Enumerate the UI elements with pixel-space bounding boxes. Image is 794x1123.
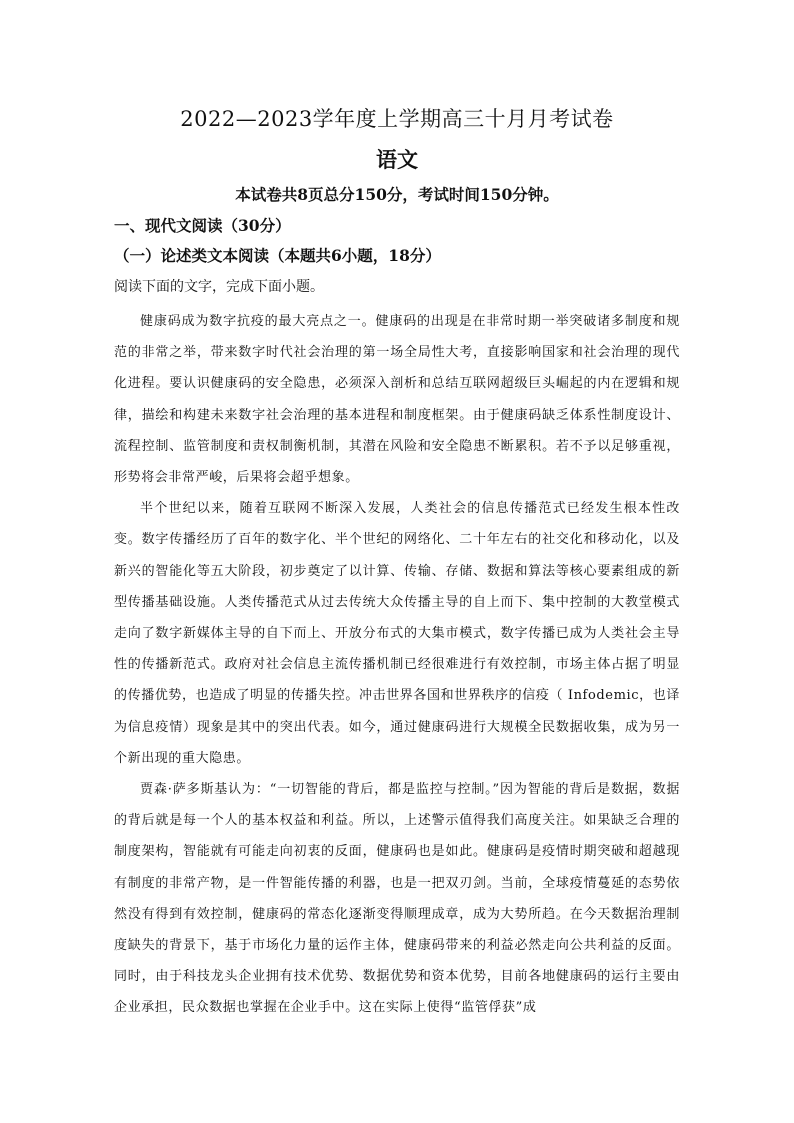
passage-body xyxy=(114,306,680,1024)
passage-paragraph-1: 健康码成为数字抗疫的最大亮点之一。健康码的出现是在非常时期一举突破诸多制度和规范的非常之举，带来数字时代社会治理的第一场全局性大考，直接影响国家和社会治理的现代化进程。要认识健康码的安全隐患，必须深入剖析和总结互联网超级巨头崛起的内在逻辑和规律，描绘和构建未来数字社会治理的基本进程和制度框架。由于健康码缺乏体系性制度设计、流程控制、监管制度和责权制衡机制，其潜在风险和安全隐患不断累积。若不予以足够重视，形势将会非常严峻，后果将会超乎想象。 xyxy=(114,314,680,486)
exam-subject: 语文 xyxy=(376,147,418,172)
section-subheading: （一）论述类文本阅读（本题共6小题，18分） xyxy=(114,246,441,265)
passage-paragraph-2: 半个世纪以来，随着互联网不断深入发展，人类社会的信息传播范式已经发生根本性改变。数字传播经历了百年的数字化、半个世纪的网络化、二十年左右的社交化和移动化，以及新兴的智能化等五大阶段，初步奠定了以计算、传输、存储、数据和算法等核心要素组成的新型传播基础设施。人类传播范式从过去传统大众传播主导的自上而下、集中控制的大教堂模式走向了数字新媒体主导的自下而上、开放分布式的大集市模式，数字传播已成为人类社会主导性的传播新范式。政府对社会信息主流传播机制已经很难进行有效控制，市场主体占据了明显的传播优势，也造成了明显的传播失控。冲击世界各国和世界秩序的信疫（ Infodemic，也译为信息疫情）现象是其中的突出代表。如今，通过健康码进行大规模全民数据收集，成为另一个新出现的重大隐患。 xyxy=(114,501,680,766)
exam-info: 本试卷共8页总分150分，考试时间150分钟。 xyxy=(235,185,559,204)
passage-paragraph-3: 贾森·萨多斯基认为：“一切智能的背后，都是监控与控制。”因为智能的背后是数据，数据的背后就是每一个人的基本权益和利益。所以，上述警示值得我们高度关注。如果缺乏合理的制度架构，智能就有可能走向初衷的反面，健康码也是如此。健康码是疫情时期突破和超越现有制度的非常产物，是一件智能传播的利器，也是一把双刃剑。当前，全球疫情蔓延的态势依然没有得到有效控制，健康码的常态化逐渐变得顺理成章，成为大势所趋。在今天数据治理制度缺失的背景下，基于市场化力量的运作主体，健康码带来的利益必然走向公共利益的反面。同时，由于科技龙头企业拥有技术优势、数据优势和资本优势，目前各地健康码的运行主要由企业承担，民众数据也掌握在企业手中。这在实际上使得“监管俘获”成 xyxy=(114,782,680,1016)
section-heading: 一、现代文阅读（30分） xyxy=(114,216,291,235)
reading-instruction: 阅读下面的文字，完成下面小题。 xyxy=(114,279,324,295)
exam-title: 2022—2023学年度上学期高三十月月考试卷 xyxy=(180,107,614,131)
